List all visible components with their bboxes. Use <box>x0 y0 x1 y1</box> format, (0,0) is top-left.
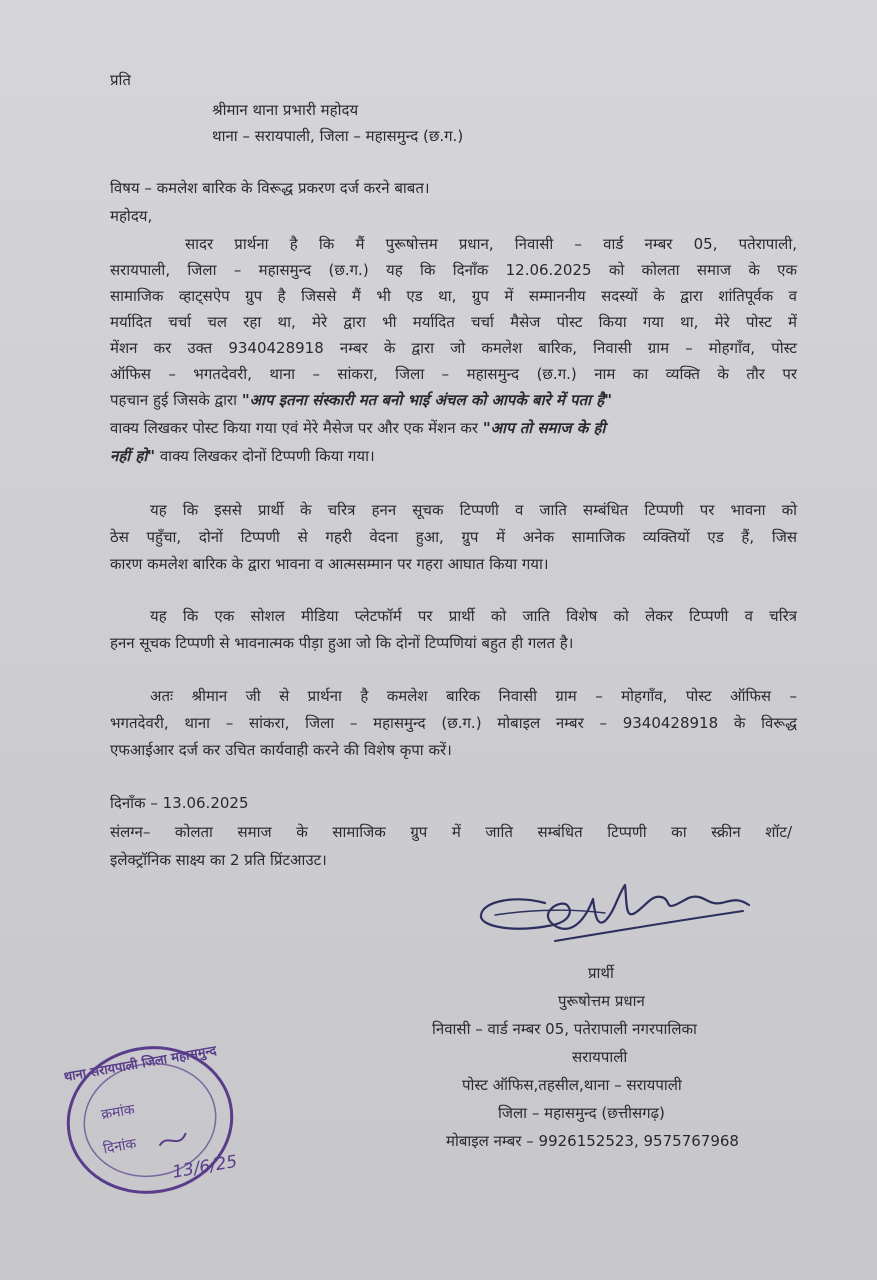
salutation-to: प्रति <box>110 71 131 89</box>
para4-line: एफआईआर दर्ज कर उचित कार्यवाही करने की विशेष कृपा करें। <box>110 741 452 759</box>
sender-address-2: सरायपाली <box>572 1048 628 1066</box>
sender-role: प्रार्थी <box>588 964 614 982</box>
enclosure-line-1: संलग्न– कोलता समाज के सामाजिक ग्रुप में जाति सम्बंधित टिप्पणी का स्क्रीन शॉट/ <box>110 823 792 841</box>
para1-line: सादर प्रार्थना है कि मैं पुरूषोत्तम प्रधान, निवासी – वार्ड नम्बर 05, पतेरापाली, <box>185 235 797 253</box>
stamp-ring-text: थाना सरायपाली जिला महासमुन्द <box>62 1043 218 1086</box>
recipient-line-2: थाना – सरायपाली, जिला – महासमुन्द (छ.ग.) <box>212 127 464 145</box>
para1-line: ऑफिस – भगतदेवरी, थाना – सांकरा, जिला – महासमुन्द (छ.ग.) नाम का व्यक्ति के तौर पर <box>110 365 797 383</box>
para3-line: हनन सूचक टिप्पणी से भावनात्मक पीड़ा हुआ जो कि दोनों टिप्पणियां बहुत ही गलत है। <box>110 634 574 652</box>
para2-line: कारण कमलेश बारिक के द्वारा भावना व आत्मसम्मान पर गहरा आघात किया गया। <box>110 555 549 573</box>
sender-name: पुरूषोत्तम प्रधान <box>558 992 645 1010</box>
para4-line: अतः श्रीमान जी से प्रार्थना है कमलेश बारिक निवासी ग्राम – मोहगाँव, पोस्ट ऑफिस – <box>150 687 797 705</box>
para1-text: वाक्य लिखकर पोस्ट किया गया एवं मेरे मैसेज पर और एक मेंशन कर <box>110 419 479 437</box>
para1-line <box>110 418 605 438</box>
sender-phone: मोबाइल नम्बर – 9926152523, 9575767968 <box>446 1132 739 1150</box>
stamp-kramank: क्रमांक <box>100 1101 136 1124</box>
date-line: दिनाँक – 13.06.2025 <box>110 794 249 812</box>
para1-line: मर्यादित चर्चा चल रहा था, मेरे द्वारा भी मर्यादित चर्चा मैसेज पोस्ट किया गया था, मेरे पोस्ट में <box>110 313 797 331</box>
quoted-comment-1: "आप इतना संस्कारी मत बनो भाई अंचल को आपके बारे में पता है" <box>241 391 613 409</box>
para2-line: यह कि इससे प्रार्थी के चरित्र हनन सूचक टिप्पणी व जाति सम्बंधित टिप्पणी पर भावना को <box>150 501 797 519</box>
sender-address-4: जिला – महासमुन्द (छत्तीसगढ़) <box>498 1104 665 1122</box>
sender-address-1: निवासी – वार्ड नम्बर 05, पतेरापाली नगरपालिका <box>432 1020 697 1038</box>
signature <box>475 875 775 965</box>
greeting: महोदय, <box>110 207 153 225</box>
stamp-handwritten-date: 13/6/25 <box>170 1151 239 1183</box>
quoted-comment-2-part1: "आप तो समाज के ही <box>482 419 606 437</box>
subject-line: विषय – कमलेश बारिक के विरूद्ध प्रकरण दर्ज करने बाबत। <box>110 179 430 197</box>
para3-line: यह कि एक सोशल मीडिया प्लेटफॉर्म पर प्रार्थी को जाति विशेष को लेकर टिप्पणी व चरित्र <box>150 607 797 625</box>
enclosure-line-2: इलेक्ट्रॉनिक साक्ष्य का 2 प्रति प्रिंटआउट। <box>110 851 327 869</box>
para1-line: सरायपाली, जिला – महासमुन्द (छ.ग.) यह कि दिनाँक 12.06.2025 को कोलता समाज के एक <box>110 261 797 279</box>
para4-line: भगतदेवरी, थाना – सांकरा, जिला – महासमुन्द (छ.ग.) मोबाइल नम्बर – 9340428918 के विरूद्ध <box>110 714 797 732</box>
quoted-comment-2-part2: नहीं हो" <box>110 447 156 465</box>
police-station-stamp <box>55 1035 255 1215</box>
recipient-line-1: श्रीमान थाना प्रभारी महोदय <box>212 101 359 119</box>
para1-text: पहचान हुई जिसके द्वारा <box>110 391 238 409</box>
para1-line <box>110 446 375 466</box>
para2-line: ठेस पहुँचा, दोनों टिप्पणी से गहरी वेदना हुआ, ग्रुप में अनेक सामाजिक व्यक्तियों एड हैं, जिस <box>110 528 797 546</box>
stamp-dinank: दिनांक <box>102 1135 138 1158</box>
para1-text: वाक्य लिखकर दोनों टिप्पणी किया गया। <box>159 447 375 465</box>
para1-line: सामाजिक व्हाट्सऐप ग्रुप है जिससे मैं भी एड था, ग्रुप में सम्माननीय सदस्यों के द्वारा शांतिपूर्वक व <box>110 287 797 305</box>
para1-line <box>110 390 612 410</box>
para1-line: मेंशन कर उक्त 9340428918 नम्बर के द्वारा जो कमलेश बारिक, निवासी ग्राम – मोहगाँव, पोस्ट <box>110 339 797 357</box>
sender-address-3: पोस्ट ऑफिस,तहसील,थाना – सरायपाली <box>462 1076 682 1094</box>
